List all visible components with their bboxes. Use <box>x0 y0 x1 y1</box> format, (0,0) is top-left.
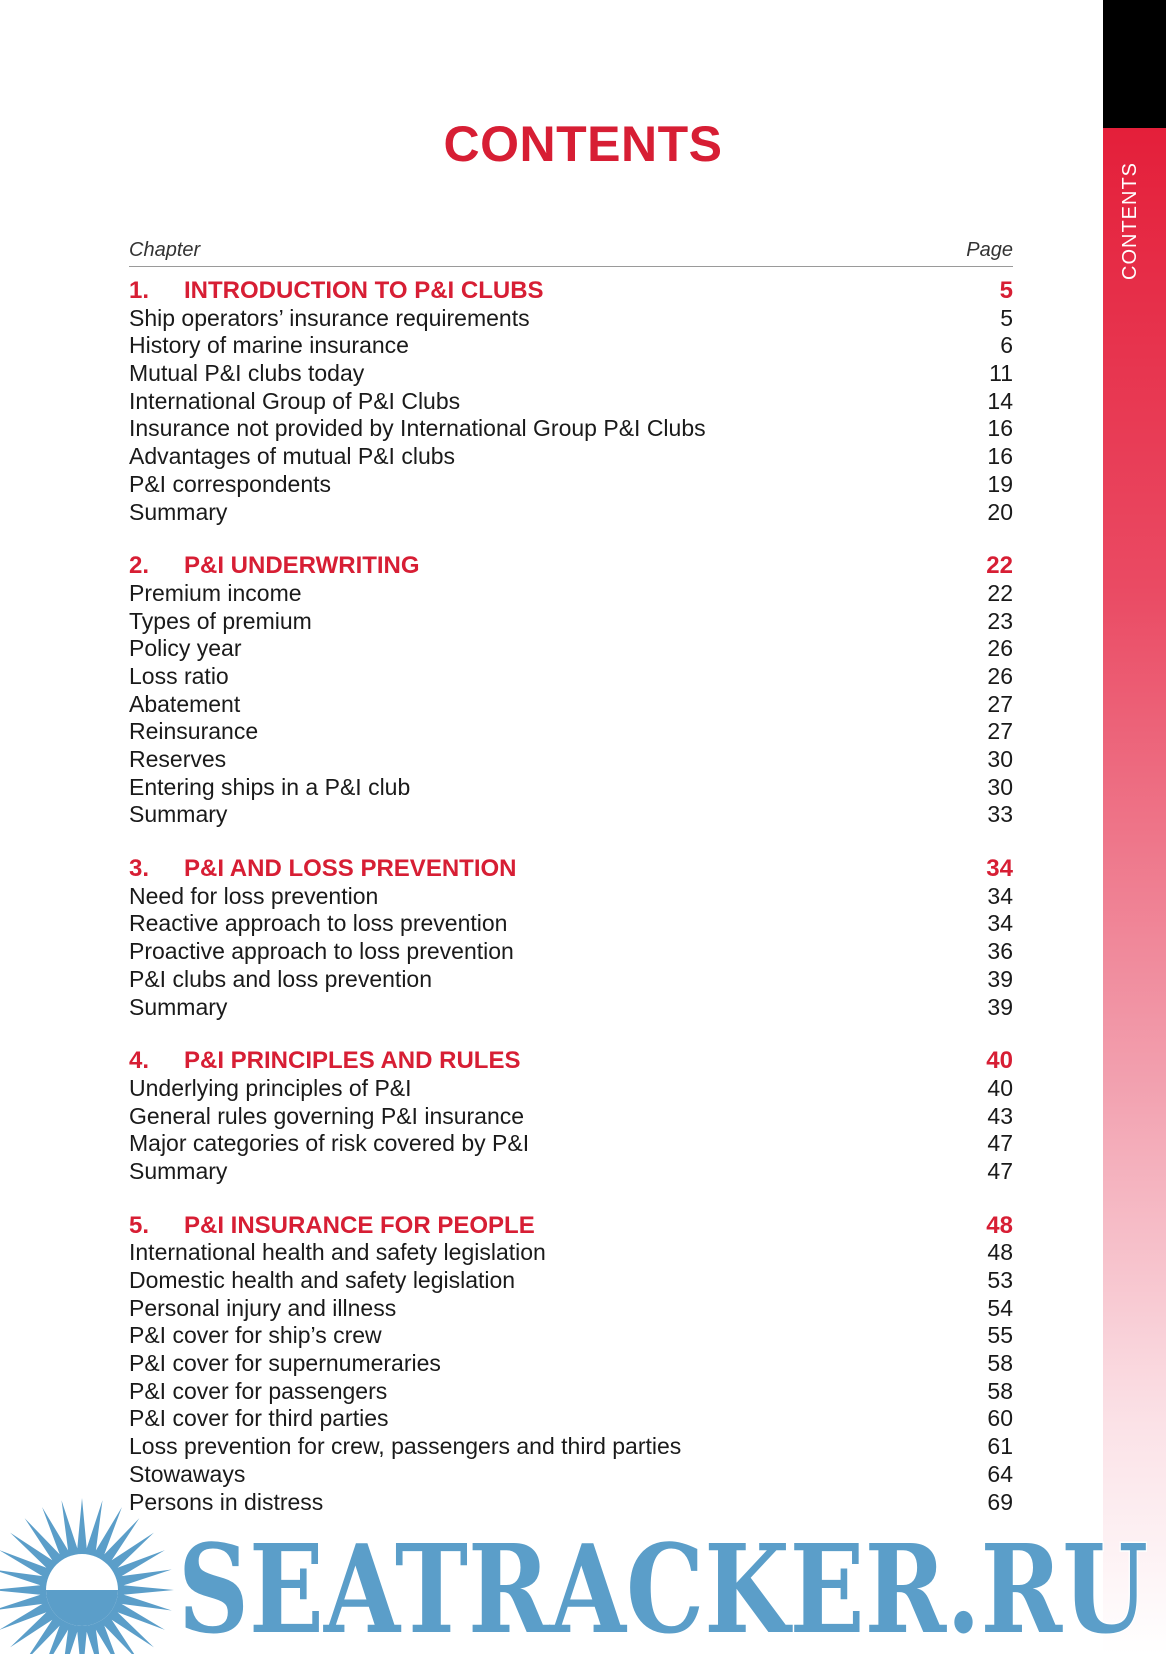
toc-entry-page: 23 <box>987 607 1013 634</box>
chapter-title: P&I PRINCIPLES AND RULES <box>184 1047 521 1075</box>
toc-entry-title: Advantages of mutual P&I clubs <box>129 443 456 470</box>
toc-entry-title: P&I clubs and loss prevention <box>129 965 433 992</box>
toc-entry-page: 55 <box>987 1322 1013 1349</box>
toc-entry-row[interactable] <box>129 910 1013 938</box>
toc-header <box>129 234 1013 267</box>
toc-entry-page: 5 <box>1000 304 1013 331</box>
chapter-page-number: 22 <box>986 552 1013 580</box>
toc-entry-title: Loss prevention for crew, passengers and third parties <box>129 1433 682 1460</box>
toc-entry-page: 47 <box>987 1130 1013 1157</box>
toc-entry-page: 14 <box>987 387 1013 414</box>
toc-entry-page: 33 <box>987 801 1013 828</box>
toc-entry-page: 22 <box>987 579 1013 606</box>
chapter-number: 1. <box>129 277 150 304</box>
toc-entry-page: 39 <box>987 993 1013 1020</box>
chapter-heading <box>129 277 544 305</box>
toc-entry-row[interactable] <box>129 1130 1013 1158</box>
chapter-heading-row[interactable] <box>129 1212 1013 1240</box>
chapter-page-number: 48 <box>986 1211 1013 1239</box>
toc-entry-page: 36 <box>987 938 1013 965</box>
page-column-label: Page <box>966 239 1013 261</box>
chapter-column-label: Chapter <box>129 239 201 261</box>
toc-entry-title: History of marine insurance <box>129 332 409 359</box>
table-of-contents <box>129 234 1013 1542</box>
toc-entry-title: Summary <box>129 993 228 1020</box>
toc-entry-title: Persons in distress <box>129 1488 324 1515</box>
chapter-heading <box>129 855 516 883</box>
chapter-4 <box>129 1047 1013 1185</box>
toc-entry-title: International health and safety legislation <box>129 1239 546 1266</box>
toc-entry-title: Reactive approach to loss prevention <box>129 910 508 937</box>
toc-entry-title: P&I cover for passengers <box>129 1377 388 1404</box>
toc-entry-title: Abatement <box>129 690 241 717</box>
toc-entry-row[interactable] <box>129 966 1013 994</box>
toc-entry-row[interactable] <box>129 1075 1013 1103</box>
chapter-heading <box>129 1212 535 1240</box>
watermark-text: SEATRACKER.RU <box>178 1517 1148 1654</box>
toc-entry-row[interactable] <box>129 415 1013 443</box>
toc-entry-page: 54 <box>987 1294 1013 1321</box>
toc-entry-row[interactable] <box>129 801 1013 829</box>
toc-entry-page: 48 <box>987 1239 1013 1266</box>
toc-entry-page: 27 <box>987 690 1013 717</box>
page-title: CONTENTS <box>443 116 723 172</box>
toc-entry-title: Ship operators’ insurance requirements <box>129 304 530 331</box>
toc-entry-row[interactable] <box>129 1239 1013 1267</box>
side-tab-black-block <box>1103 0 1166 128</box>
toc-entry-title: Summary <box>129 498 228 525</box>
chapter-heading-row[interactable] <box>129 855 1013 883</box>
toc-entry-title: Premium income <box>129 579 302 606</box>
toc-entry-title: Stowaways <box>129 1460 246 1487</box>
toc-entry-page: 16 <box>987 415 1013 442</box>
chapter-number: 2. <box>129 552 150 580</box>
toc-entry-page: 64 <box>987 1460 1013 1487</box>
toc-entry-page: 53 <box>987 1267 1013 1293</box>
toc-entry-row[interactable] <box>129 360 1013 388</box>
toc-entry-row[interactable] <box>129 1350 1013 1378</box>
toc-entry-row[interactable] <box>129 1103 1013 1131</box>
toc-entry-title: P&I cover for ship’s crew <box>129 1322 382 1349</box>
toc-entry-row[interactable] <box>129 1158 1013 1186</box>
toc-entry-row[interactable] <box>129 608 1013 636</box>
toc-entry-title: Proactive approach to loss prevention <box>129 938 514 965</box>
toc-entry-page: 16 <box>987 443 1013 470</box>
toc-entry-title: Personal injury and illness <box>129 1294 397 1321</box>
toc-entry-title: Loss ratio <box>129 662 229 689</box>
toc-entry-row[interactable] <box>129 746 1013 774</box>
toc-entry-title: Need for loss prevention <box>129 882 379 909</box>
toc-entry-page: 30 <box>987 746 1013 772</box>
chapter-1 <box>129 277 1013 526</box>
chapter-number: 3. <box>129 855 150 883</box>
chapter-heading-row[interactable] <box>129 277 1013 305</box>
toc-entry-page: 27 <box>987 718 1013 745</box>
toc-entry-page: 6 <box>1000 332 1013 359</box>
toc-entry-row[interactable] <box>129 774 1013 802</box>
toc-entry-page: 61 <box>987 1433 1013 1460</box>
toc-entry-page: 34 <box>987 910 1013 937</box>
toc-entry-page: 26 <box>987 635 1013 662</box>
toc-entry-row[interactable] <box>129 1378 1013 1406</box>
side-tab-red-strip <box>1103 128 1166 1654</box>
toc-entry-row[interactable] <box>129 499 1013 527</box>
chapter-number: 5. <box>129 1211 150 1239</box>
toc-entry-title: Reserves <box>129 746 227 772</box>
toc-entry-row[interactable] <box>129 663 1013 691</box>
toc-entry-row[interactable] <box>129 635 1013 663</box>
toc-entry-page: 34 <box>987 882 1013 909</box>
chapter-page-number: 5 <box>999 277 1013 304</box>
toc-entry-title: Entering ships in a P&I club <box>129 773 411 800</box>
chapter-heading-row[interactable] <box>129 552 1013 580</box>
chapter-number: 4. <box>129 1047 150 1075</box>
toc-entry-row[interactable] <box>129 718 1013 746</box>
toc-entry-row[interactable] <box>129 883 1013 911</box>
toc-body <box>129 277 1013 1516</box>
toc-entry-page: 43 <box>987 1102 1013 1129</box>
toc-entry-row[interactable] <box>129 994 1013 1022</box>
chapter-title: INTRODUCTION TO P&I CLUBS <box>184 277 544 304</box>
toc-entry-title: Summary <box>129 801 228 828</box>
toc-entry-row[interactable] <box>129 580 1013 608</box>
toc-entry-title: P&I cover for third parties <box>129 1405 389 1432</box>
watermark <box>0 1480 1166 1654</box>
toc-entry-title: P&I correspondents <box>129 470 332 497</box>
chapter-heading <box>129 1047 520 1075</box>
toc-entry-row[interactable] <box>129 1322 1013 1350</box>
chapter-page-number: 34 <box>986 855 1013 883</box>
toc-entry-row[interactable] <box>129 471 1013 499</box>
chapter-2 <box>129 552 1013 829</box>
chapter-title: P&I AND LOSS PREVENTION <box>184 855 517 883</box>
side-tab-label: CONTENTS <box>1119 162 1141 280</box>
toc-entry-title: Domestic health and safety legislation <box>129 1267 516 1293</box>
toc-entry-page: 58 <box>987 1350 1013 1377</box>
toc-entry-title: Reinsurance <box>129 718 259 745</box>
sun-logo-icon <box>0 1498 174 1654</box>
toc-entry-page: 19 <box>987 470 1013 497</box>
toc-entry-row[interactable] <box>129 691 1013 719</box>
toc-entry-row[interactable] <box>129 443 1013 471</box>
toc-entry-page: 60 <box>987 1405 1013 1432</box>
toc-entry-row[interactable] <box>129 332 1013 360</box>
toc-entry-row[interactable] <box>129 305 1013 333</box>
toc-entry-title: General rules governing P&I insurance <box>129 1102 525 1129</box>
toc-entry-row[interactable] <box>129 1405 1013 1433</box>
chapter-3 <box>129 855 1013 1021</box>
toc-entry-title: Policy year <box>129 635 242 662</box>
chapter-heading-row[interactable] <box>129 1047 1013 1075</box>
toc-entry-page: 20 <box>987 498 1013 525</box>
toc-entry-title: Insurance not provided by International Group P&I Clubs <box>129 415 706 442</box>
chapter-title: P&I UNDERWRITING <box>184 552 420 580</box>
toc-entry-page: 30 <box>987 773 1013 800</box>
toc-entry-page: 69 <box>987 1488 1013 1515</box>
toc-entry-row[interactable] <box>129 388 1013 416</box>
toc-entry-title: P&I cover for supernumeraries <box>129 1350 441 1377</box>
toc-entry-title: Types of premium <box>129 607 312 634</box>
toc-entry-page: 58 <box>987 1377 1013 1404</box>
toc-entry-title: Major categories of risk covered by P&I <box>129 1130 530 1157</box>
toc-entry-page: 47 <box>987 1157 1013 1184</box>
chapter-heading <box>129 552 420 580</box>
toc-entry-row[interactable] <box>129 1295 1013 1323</box>
toc-entry-page: 40 <box>987 1074 1013 1101</box>
toc-entry-row[interactable] <box>129 1267 1013 1295</box>
chapter-title: P&I INSURANCE FOR PEOPLE <box>184 1211 535 1239</box>
toc-entry-title: International Group of P&I Clubs <box>129 387 461 414</box>
chapter-5 <box>129 1212 1013 1517</box>
toc-entry-title: Summary <box>129 1157 228 1184</box>
toc-entry-row[interactable] <box>129 938 1013 966</box>
toc-entry-page: 11 <box>989 360 1013 387</box>
toc-entry-page: 26 <box>987 662 1013 689</box>
chapter-page-number: 40 <box>986 1047 1013 1075</box>
toc-entry-title: Underlying principles of P&I <box>129 1074 412 1101</box>
toc-entry-title: Mutual P&I clubs today <box>129 360 365 387</box>
toc-entry-page: 39 <box>987 965 1013 992</box>
toc-entry-row[interactable] <box>129 1433 1013 1461</box>
